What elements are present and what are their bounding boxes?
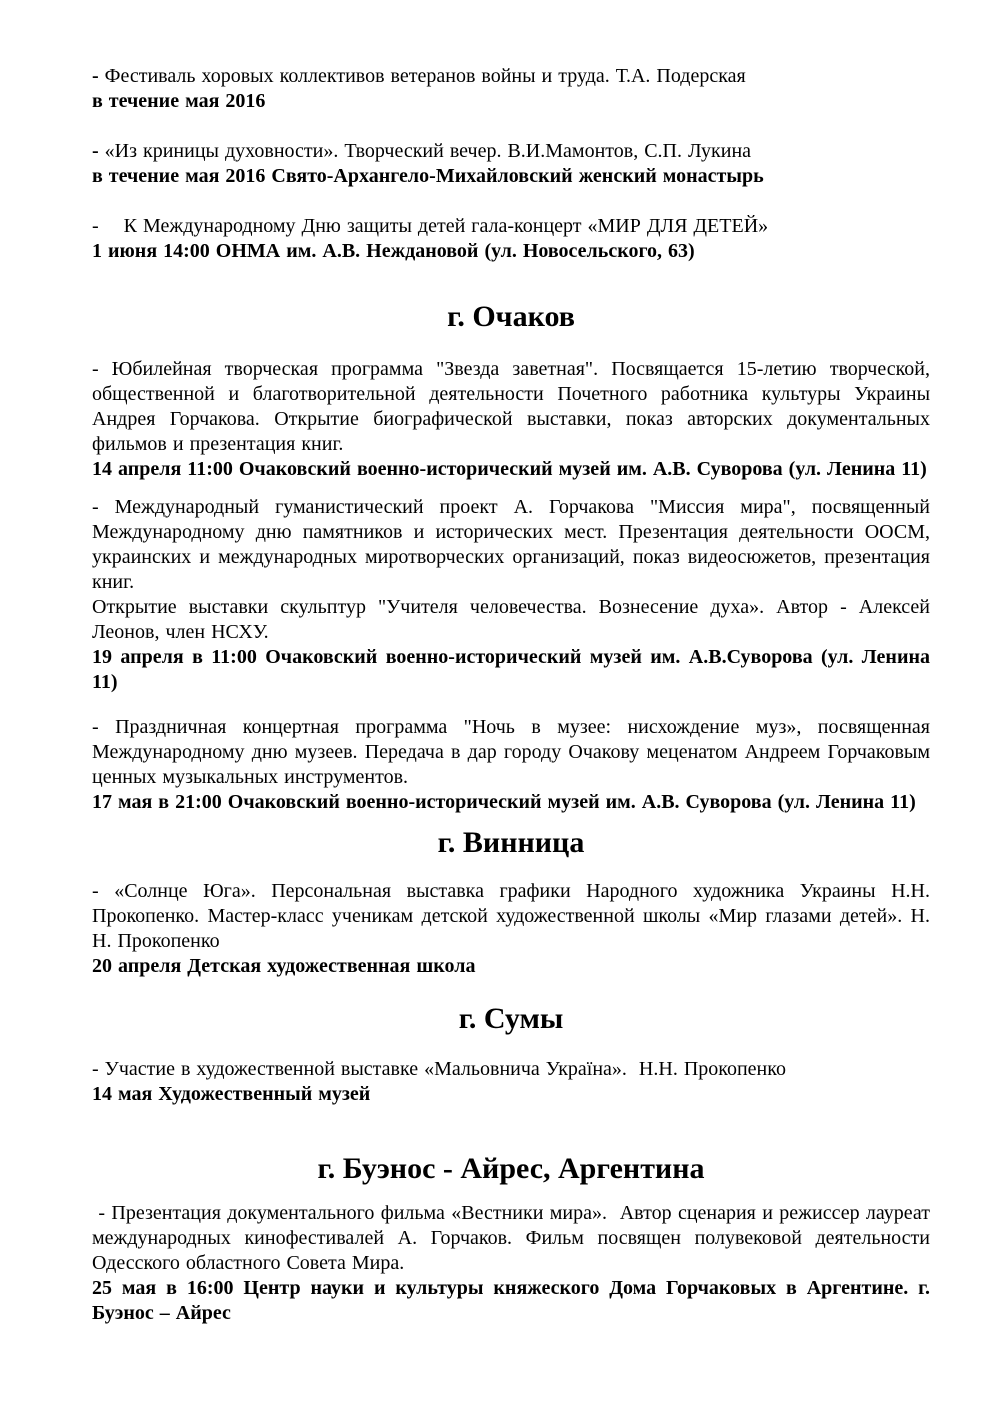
event-description: - «Солнце Юга». Персональная выставка графики Народного художника Украины Н.Н. Прокопенко. Мастер-класс ученикам детской художественной школы «Мир глазами детей». Н. Н. Прокопенко [92, 880, 930, 952]
event-dash: - [92, 65, 99, 87]
event-description: Открытие выставки скульптур "Учителя человечества. Вознесение духа». Автор - Алексей Леонов, член НСХУ. [92, 596, 930, 643]
event-venue: 20 апреля Детская художественная школа [92, 955, 476, 977]
event-description: - Презентация документального фильма «Вестники мира». Автор сценария и режиссер лауреат международных кинофестивалей А. Горчаков. Фильм посвящен полувековой деятельности Одесского областного Совета Мира. [92, 1202, 930, 1274]
event-venue: 14 апреля 11:00 Очаковский военно-исторический музей им. А.В. Суворова (ул. Ленина 11) [92, 458, 927, 480]
event-item [92, 495, 930, 695]
event-description: - Международный гуманистический проект А. Горчакова "Миссия мира", посвященный Международному дню памятников и исторических мест. Презентация деятельности ООСМ, украинских и международных миротворческих организаций, показ видеосюжетов, презентация книг. [92, 496, 930, 593]
event-description: - Праздничная концертная программа "Ночь в музее: нисхождение муз», посвященная Международному дню музеев. Передача в дар городу Очакову меценатом Андреем Горчаковым ценных музыкальных инструментов. [92, 716, 930, 788]
event-venue: в течение мая 2016 Свято-Архангело-Михайловский женский монастырь [92, 165, 764, 187]
event-text: «Из криницы духовности». Творческий вечер. В.И.Мамонтов, С.П. Лукина [104, 140, 752, 162]
event-venue: в течение мая 2016 [92, 90, 266, 112]
event-item [92, 879, 930, 979]
event-item [92, 357, 930, 482]
event-venue: 14 мая Художественный музей [92, 1083, 371, 1105]
event-description [92, 139, 930, 164]
event-dash: - [92, 215, 99, 237]
section-title-ochakov: г. Очаков [447, 300, 575, 333]
event-description: - Участие в художественной выставке «Мальовнича Україна». Н.Н. Прокопенко [92, 1058, 786, 1080]
event-item [92, 139, 930, 189]
event-description: - Юбилейная творческая программа "Звезда заветная". Посвящается 15-летию творческой, общественной и благотворительной деятельности Почетного работника культуры Украины Андрея Горчакова. Открытие биографической выставки, показ авторских документальных фильмов и презентация книг. [92, 358, 930, 455]
event-item [92, 715, 930, 815]
event-venue: 25 мая в 16:00 Центр науки и культуры княжеского Дома Горчаковых в Аргентине. г. Буэнос – Айрес [92, 1277, 930, 1324]
event-description [92, 64, 930, 89]
event-item [92, 1201, 930, 1326]
section-title-vinnitsa: г. Винница [437, 826, 585, 859]
event-dash: - [92, 140, 99, 162]
event-item [92, 214, 930, 264]
event-description [92, 214, 930, 239]
event-text: К Международному Дню защиты детей гала-концерт «МИР ДЛЯ ДЕТЕЙ» [123, 215, 769, 237]
event-item [92, 64, 930, 114]
event-venue: 19 апреля в 11:00 Очаковский военно-исторический музей им. А.В.Суворова (ул. Ленина 11) [92, 646, 930, 693]
section-title-sumy: г. Сумы [458, 1002, 564, 1035]
section-title-buenos-aires: г. Буэнос - Айрес, Аргентина [317, 1152, 705, 1185]
event-item [92, 1057, 930, 1107]
event-venue: 1 июня 14:00 ОНМА им. А.В. Неждановой (ул. Новосельского, 63) [92, 240, 695, 262]
event-venue: 17 мая в 21:00 Очаковский военно-исторический музей им. А.В. Суворова (ул. Ленина 11) [92, 791, 916, 813]
event-text: Фестиваль хоровых коллективов ветеранов войны и труда. Т.А. Подерская [104, 65, 746, 87]
